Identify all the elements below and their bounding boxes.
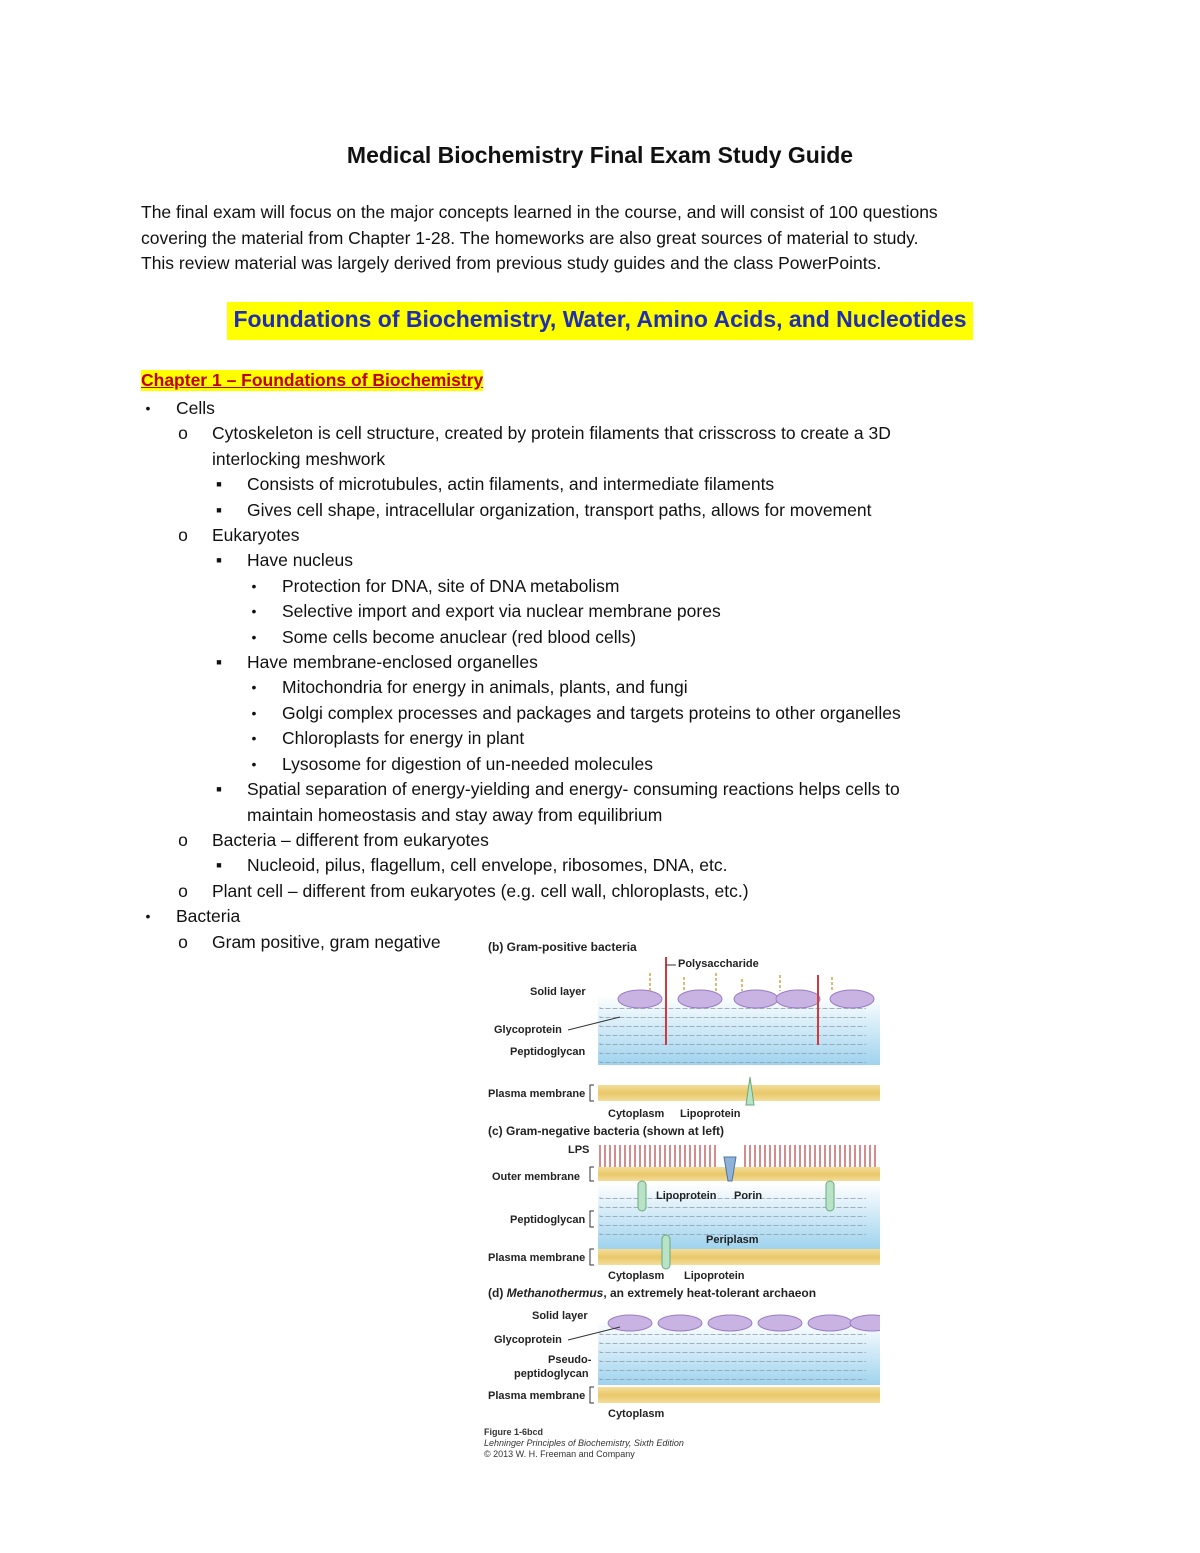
outline-item-level-4 — [0, 752, 1200, 777]
bullet-marker: • — [145, 908, 151, 925]
label-glycoprotein: Glycoprotein — [494, 1024, 562, 1036]
outline-item-text: Mitochondria for energy in animals, plants, and fungi — [282, 677, 688, 698]
outline-item-text: Selective import and export via nuclear membrane pores — [282, 601, 721, 622]
glycoprotein-oval — [708, 1315, 752, 1331]
label-solid-layer: Solid layer — [530, 986, 586, 998]
outline-item-level-2 — [0, 879, 1200, 904]
bullet-marker: • — [251, 603, 257, 620]
label-peptidoglycan: Peptidoglycan — [510, 1214, 586, 1226]
outline-item-text: Bacteria – different from eukaryotes — [212, 829, 489, 850]
outline-item-text: Eukaryotes — [212, 525, 300, 546]
bullet-marker: o — [178, 829, 188, 850]
figure-caption-number: Figure 1-6bcd — [484, 1427, 544, 1437]
panel-b-title: (b) Gram-positive bacteria — [488, 940, 637, 954]
intro-line: covering the material from Chapter 1-28. The homeworks are also great sources of material to study. — [141, 227, 919, 248]
outline-item-text: Gram positive, gram negative — [212, 931, 441, 952]
label-lipoprotein: Lipoprotein — [684, 1270, 745, 1282]
panel-b-solid-layer — [618, 973, 874, 1008]
outline-item-text: Consists of microtubules, actin filaments, and intermediate filaments — [247, 474, 775, 495]
outline-item-text: Some cells become anuclear (red blood cells) — [282, 626, 637, 647]
outline-item-text: Gives cell shape, intracellular organization, transport paths, allows for movement — [247, 499, 872, 520]
label-porin: Porin — [734, 1190, 763, 1202]
outline-item-text: Bacteria — [176, 906, 241, 927]
outline-item-level-3 — [0, 498, 1200, 523]
outline-item-text: Cytoskeleton is cell structure, created by protein filaments that crisscross to create a 3D — [212, 423, 891, 444]
outline-item-level-4 — [0, 675, 1200, 700]
label-periplasm: Periplasm — [706, 1234, 759, 1246]
label-peptidoglycan: Peptidoglycan — [510, 1046, 586, 1058]
outline-item-text: Have nucleus — [247, 550, 354, 571]
outline-item-text: Nucleoid, pilus, flagellum, cell envelope, ribosomes, DNA, etc. — [247, 855, 728, 876]
outline-item-text: Have membrane-enclosed organelles — [247, 652, 538, 673]
outline-item-level-1 — [0, 904, 1200, 929]
label-lipoprotein: Lipoprotein — [680, 1108, 741, 1120]
outline-item-text: Spatial separation of energy-yielding and energy- consuming reactions helps cells to — [247, 779, 900, 800]
glycoprotein-oval — [808, 1315, 852, 1331]
glycoprotein-oval — [734, 990, 778, 1008]
glycoprotein-oval — [658, 1315, 702, 1331]
intro-line: The final exam will focus on the major concepts learned in the course, and will consist of 100 questions — [141, 202, 938, 222]
glycoprotein-oval — [678, 990, 722, 1008]
label-outer-membrane: Outer membrane — [492, 1171, 581, 1183]
label-glycoprotein: Glycoprotein — [494, 1334, 562, 1346]
bullet-marker: • — [251, 704, 257, 721]
label-cytoplasm: Cytoplasm — [608, 1108, 665, 1120]
panel-c-lipoprotein-shape — [662, 1235, 670, 1269]
bullet-marker: • — [251, 730, 257, 747]
glycoprotein-oval — [758, 1315, 802, 1331]
label-solid-layer: Solid layer — [532, 1310, 588, 1322]
panel-c-title: (c) Gram-negative bacteria (shown at left) — [488, 1124, 725, 1138]
figure-svg — [480, 935, 880, 1465]
section-heading — [0, 306, 1200, 333]
outline-item-level-3 — [0, 853, 1200, 878]
bacteria-cell-envelope-figure — [480, 935, 880, 1465]
bullet-marker: o — [178, 525, 188, 546]
bullet-marker: ■ — [216, 657, 222, 668]
glycoprotein-oval — [830, 990, 874, 1008]
intro-line: This review material was largely derived from previous study guides and the class PowerPoints. — [141, 253, 882, 273]
bullet-marker: ■ — [216, 555, 222, 566]
label-bracket — [590, 1167, 594, 1181]
label-cytoplasm: Cytoplasm — [608, 1270, 665, 1282]
panel-c-lipoprotein-shape — [826, 1181, 834, 1211]
outline-item-level-4 — [0, 726, 1200, 751]
bullet-marker: • — [251, 628, 257, 645]
label-lps: LPS — [568, 1144, 590, 1156]
bullet-marker: • — [145, 400, 151, 416]
label-polysaccharide: Polysaccharide — [678, 958, 759, 970]
label-pseudopeptidoglycan: peptidoglycan — [514, 1368, 589, 1380]
outline-item-level-4 — [0, 574, 1200, 599]
outline-item-level-3 — [0, 777, 1200, 802]
bullet-marker: • — [251, 755, 257, 772]
bullet-marker: ■ — [216, 784, 222, 795]
panel-c-lipoprotein-shape — [638, 1181, 646, 1211]
outline-list — [0, 396, 1200, 955]
outline-item-text: maintain homeostasis and stay away from equilibrium — [247, 804, 663, 825]
document-title: Medical Biochemistry Final Exam Study Guide — [346, 142, 854, 168]
outline-item-level-3 — [0, 650, 1200, 675]
outline-item-text: interlocking meshwork — [212, 448, 386, 469]
label-bracket — [590, 1085, 594, 1101]
outline-item-level-2 — [0, 421, 1200, 446]
label-plasma-membrane: Plasma membrane — [488, 1252, 586, 1264]
label-cytoplasm: Cytoplasm — [608, 1408, 665, 1420]
outline-item-text: Chloroplasts for energy in plant — [282, 728, 525, 749]
bullet-marker: ■ — [216, 860, 222, 871]
outline-item-text: Golgi complex processes and packages and targets proteins to other organelles — [282, 702, 901, 723]
bullet-marker: ■ — [216, 479, 222, 490]
outline-item-level-2 — [0, 447, 1200, 472]
label-pseudo: Pseudo- — [548, 1354, 592, 1366]
outline-item-level-3 — [0, 472, 1200, 497]
label-plasma-membrane: Plasma membrane — [488, 1390, 586, 1402]
bullet-marker: o — [178, 931, 188, 952]
bullet-marker: • — [251, 679, 257, 696]
label-plasma-membrane: Plasma membrane — [488, 1088, 586, 1100]
outline-item-level-4 — [0, 701, 1200, 726]
outline-item-level-3 — [0, 548, 1200, 573]
panel-d-title: (d) Methanothermus, an extremely heat-tolerant archaeon — [488, 1286, 817, 1300]
label-bracket — [590, 1387, 594, 1403]
outline-item-text: Lysosome for digestion of un-needed molecules — [282, 753, 653, 774]
outline-item-level-4 — [0, 625, 1200, 650]
panel-c-lps — [600, 1145, 875, 1167]
chapter-heading: Chapter 1 – Foundations of Biochemistry — [141, 370, 484, 390]
label-bracket — [590, 1211, 594, 1227]
glycoprotein-oval — [776, 990, 820, 1008]
outline-item-text: Plant cell – different from eukaryotes (e.g. cell wall, chloroplasts, etc.) — [212, 880, 749, 901]
outline-item-level-3 — [0, 803, 1200, 828]
outline-item-text: Cells — [176, 398, 215, 418]
label-lipoprotein: Lipoprotein — [656, 1190, 717, 1202]
panel-c-outer-membrane — [598, 1167, 880, 1181]
bullet-marker: ■ — [216, 504, 222, 515]
figure-caption-book: Lehninger Principles of Biochemistry, Sixth Edition — [484, 1438, 684, 1448]
panel-b-plasma-membrane — [598, 1085, 880, 1101]
bullet-marker: o — [178, 880, 188, 901]
panel-d-plasma-membrane — [598, 1387, 880, 1403]
figure-caption-copyright: © 2013 W. H. Freeman and Company — [484, 1449, 635, 1459]
panel-c-plasma-membrane — [598, 1249, 880, 1265]
bullet-marker: • — [251, 577, 257, 594]
intro-paragraph — [141, 200, 1071, 277]
bullet-marker: o — [178, 423, 188, 444]
label-bracket — [590, 1249, 594, 1265]
outline-item-level-2 — [0, 523, 1200, 548]
outline-item-level-4 — [0, 599, 1200, 624]
outline-item-text: Protection for DNA, site of DNA metabolism — [282, 575, 620, 596]
outline-item-level-2 — [0, 828, 1200, 853]
outline-item-level-1 — [0, 396, 1200, 421]
section-heading-text: Foundations of Biochemistry, Water, Amino Acids, and Nucleotides — [227, 302, 972, 340]
glycoprotein-oval — [618, 990, 662, 1008]
